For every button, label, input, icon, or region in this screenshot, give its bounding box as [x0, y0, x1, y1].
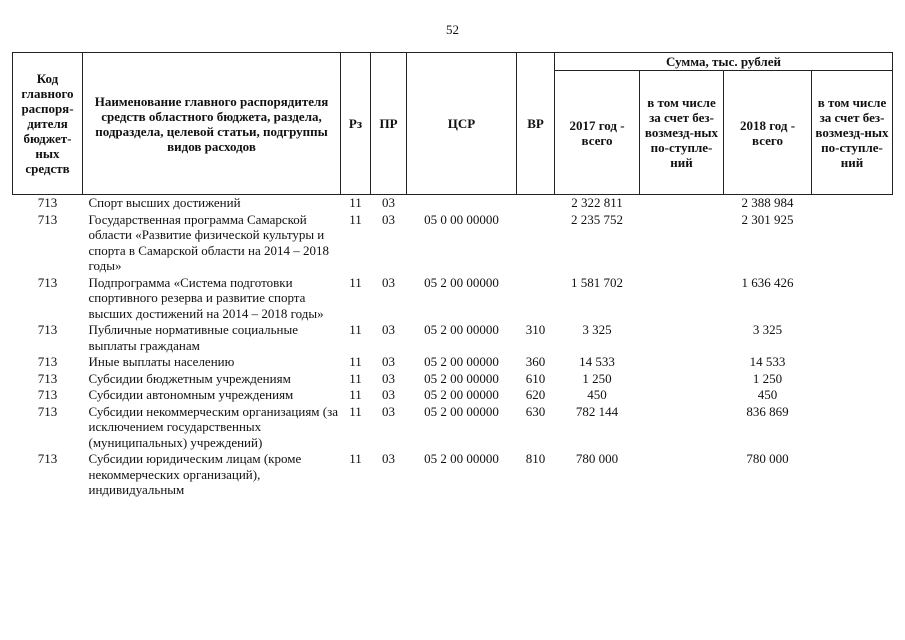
cell-csr: 05 2 00 00000 [424, 370, 499, 386]
cell-code: 713 [37, 387, 58, 402]
cell-total-2018: 780 000 [746, 451, 789, 466]
page-number: 52 [446, 22, 459, 37]
cell-csr: 05 2 00 00000 [424, 403, 499, 419]
cell-pr: 03 [382, 354, 395, 369]
cell-code: 713 [37, 354, 58, 369]
cell-pr: 03 [382, 211, 395, 227]
header-name: Наименование главного распорядителя средств областного бюджета, раздела, подраздела, целевой статьи, подгруппы видов расходов [83, 53, 341, 195]
cell-vr [517, 195, 555, 212]
cell-csr: 05 0 00 00000 [424, 211, 499, 227]
table-row [13, 404, 893, 452]
cell-total-2017: 2 235 752 [571, 211, 623, 227]
cell-total-2017: 14 533 [579, 354, 615, 369]
cell-free-2018 [812, 322, 893, 354]
cell-pr: 03 [382, 322, 395, 337]
cell-name: Субсидии бюджетным учреждениям [88, 370, 291, 386]
cell-vr: 810 [525, 451, 546, 466]
cell-total-2017: 782 144 [575, 403, 619, 419]
cell-name: Субсидии юридическим лицам (кроме некоммерческих организаций), индивидуальным [88, 451, 302, 497]
cell-vr: 360 [525, 354, 546, 369]
cell-free-2018 [812, 195, 893, 212]
cell-rz: 11 [349, 403, 362, 419]
table-row [13, 212, 893, 275]
table-header [13, 53, 893, 195]
header-vr: ВР [517, 53, 555, 195]
header-total-2018: 2018 год - всего [724, 71, 812, 195]
table-row [13, 387, 893, 404]
cell-code: 713 [37, 211, 58, 227]
cell-code: 713 [37, 274, 58, 290]
cell-rz: 11 [349, 211, 362, 227]
cell-free-2017 [640, 275, 724, 323]
cell-pr: 03 [382, 451, 395, 466]
cell-code: 713 [37, 370, 58, 386]
header-csr: ЦСР [407, 53, 517, 195]
cell-total-2018: 3 325 [752, 322, 783, 337]
cell-name: Подпрограмма «Система подготовки спортивного резерва и развитие спорта высших достижений на 2014 – 2018 годы» [88, 274, 324, 321]
header-rz: Рз [341, 53, 371, 195]
table-row [13, 275, 893, 323]
header-sum: Сумма, тыс. рублей [555, 53, 893, 71]
cell-code: 713 [37, 322, 58, 337]
cell-total-2018: 450 [757, 387, 778, 402]
cell-total-2017: 2 322 811 [571, 195, 623, 210]
cell-name: Субсидии некоммерческим организациям (за исключением государственных (муниципальных) учреждений) [88, 403, 339, 450]
cell-free-2017 [640, 404, 724, 452]
cell-rz: 11 [349, 354, 362, 369]
table-body [13, 195, 893, 499]
cell-code: 713 [37, 403, 58, 419]
cell-csr: 05 2 00 00000 [424, 451, 499, 466]
cell-pr: 03 [382, 403, 395, 419]
cell-pr: 03 [382, 387, 395, 402]
cell-vr: 610 [525, 370, 546, 386]
cell-free-2017 [640, 387, 724, 404]
cell-rz: 11 [349, 274, 362, 290]
header-free-2018: в том числе за счет без-возмезд-ных по-ступле-ний [812, 71, 893, 195]
table-row [13, 195, 893, 212]
cell-total-2018: 2 301 925 [741, 211, 794, 227]
table-row [13, 371, 893, 388]
cell-rz: 11 [349, 387, 362, 402]
cell-csr: 05 2 00 00000 [424, 387, 499, 402]
cell-free-2017 [640, 354, 724, 371]
cell-vr: 310 [525, 322, 546, 337]
cell-free-2018 [812, 387, 893, 404]
table-row [13, 322, 893, 354]
cell-pr: 03 [382, 195, 395, 210]
cell-pr: 03 [382, 370, 395, 386]
cell-free-2018 [812, 404, 893, 452]
table-row [13, 354, 893, 371]
cell-csr: 05 2 00 00000 [424, 354, 499, 369]
cell-free-2018 [812, 354, 893, 371]
cell-total-2017: 1 581 702 [571, 274, 623, 290]
header-pr: ПР [371, 53, 407, 195]
cell-free-2017 [640, 371, 724, 388]
cell-vr [517, 275, 555, 323]
cell-rz: 11 [349, 322, 362, 337]
cell-total-2017: 780 000 [575, 451, 619, 466]
cell-total-2017: 450 [587, 387, 607, 402]
table-row [13, 451, 893, 499]
cell-code: 713 [37, 195, 58, 210]
cell-code: 713 [37, 451, 58, 466]
budget-table-container [12, 52, 892, 499]
cell-rz: 11 [349, 370, 362, 386]
header-free-2017: в том числе за счет без-возмезд-ных по-ступле-ний [640, 71, 724, 195]
cell-pr: 03 [382, 274, 395, 290]
cell-total-2018: 2 388 984 [741, 195, 794, 210]
cell-free-2018 [812, 451, 893, 499]
cell-total-2017: 3 325 [582, 322, 612, 337]
cell-vr: 630 [525, 403, 546, 419]
cell-free-2017 [640, 451, 724, 499]
cell-total-2018: 1 250 [752, 370, 783, 386]
cell-csr [407, 195, 517, 212]
cell-name: Субсидии автономным учреждениям [88, 387, 294, 402]
cell-free-2018 [812, 275, 893, 323]
cell-rz: 11 [349, 195, 362, 210]
cell-name: Государственная программа Самарской области «Развитие физической культуры и спорта в Самарской области на 2014 – 2018 годы» [88, 211, 329, 273]
cell-free-2018 [812, 371, 893, 388]
cell-vr [517, 212, 555, 275]
cell-name: Спорт высших достижений [88, 195, 241, 210]
cell-name: Иные выплаты населению [88, 354, 235, 369]
header-code: Код главного распоря-дителя бюджет-ных средств [13, 53, 83, 195]
budget-table [12, 52, 893, 499]
header-total-2017: 2017 год - всего [555, 71, 640, 195]
cell-free-2017 [640, 212, 724, 275]
cell-total-2018: 1 636 426 [741, 274, 794, 290]
cell-free-2017 [640, 322, 724, 354]
cell-rz: 11 [349, 451, 362, 466]
cell-csr: 05 2 00 00000 [424, 322, 499, 337]
cell-free-2017 [640, 195, 724, 212]
cell-name: Публичные нормативные социальные выплаты гражданам [88, 322, 298, 353]
cell-vr: 620 [525, 387, 546, 402]
cell-total-2018: 14 533 [749, 354, 786, 369]
cell-total-2017: 1 250 [582, 370, 612, 386]
cell-free-2018 [812, 212, 893, 275]
cell-total-2018: 836 869 [746, 403, 789, 419]
cell-csr: 05 2 00 00000 [424, 274, 499, 290]
